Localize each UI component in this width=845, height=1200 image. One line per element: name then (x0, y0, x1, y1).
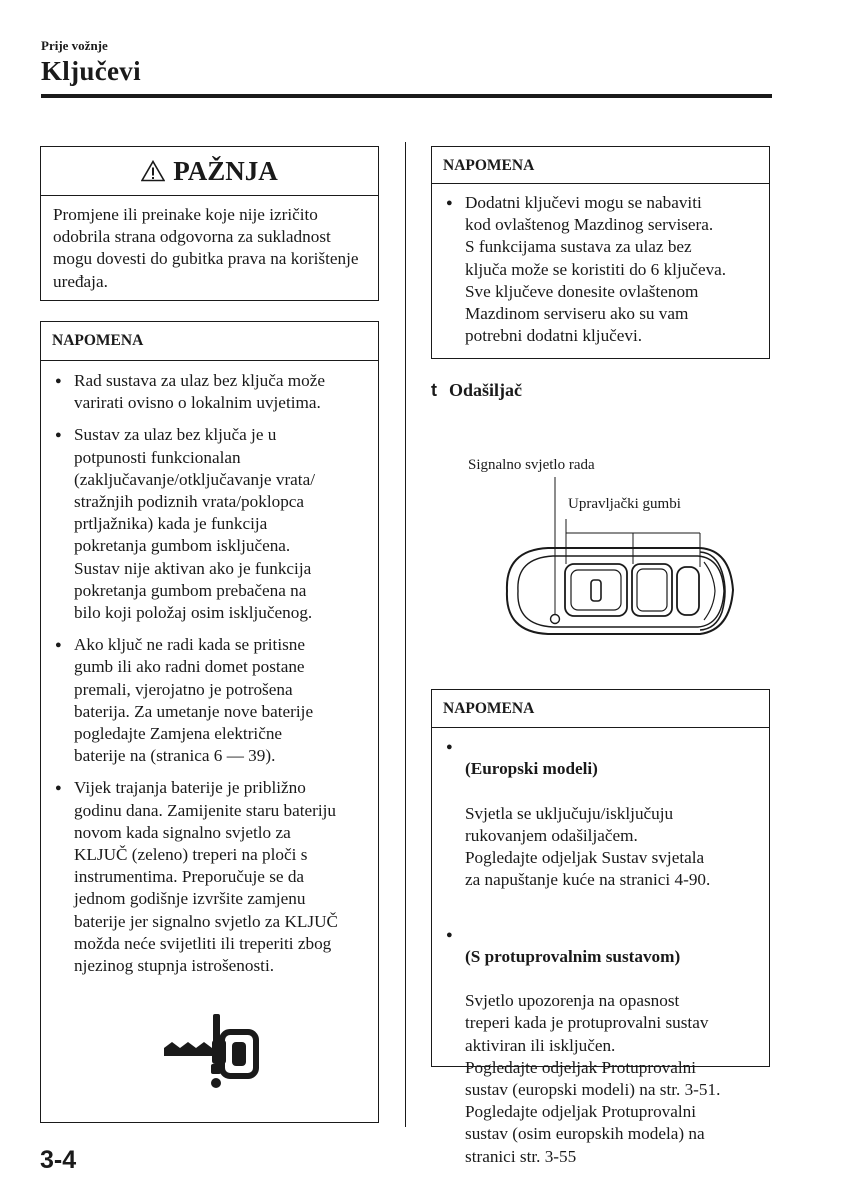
heading-marker: t (431, 380, 437, 400)
list-item-text: Svjetla se uključuju/isključuju rukovanjem odašiljačem. Pogledajte odjeljak Sustav svjetala za napuštanje kuće na stranici 4-90. (465, 803, 711, 890)
page-number: 3-4 (40, 1146, 77, 1174)
warning-triangle-icon (141, 160, 165, 182)
list-item-text: Svjetlo upozorenja na opasnost treperi kada je protuprovalni sustav aktiviran ili isključen. Pogledajte odjeljak Protuprovalni sustav (europski modeli) na str. 3-51. Pogledajte odjeljak Protuprovalni sustav (osim europskih modela) na stranici str. 3-55 (465, 991, 721, 1166)
title-rule (41, 94, 772, 98)
list-item-heading: ● (S protuprovalnim sustavom) (465, 946, 681, 966)
note-left-list (53, 370, 368, 977)
list-item: ● Ako ključ ne radi kada se pritisne gumb ili ako radni domet postane premali, vjerojatno je potrošena baterija. Za umetanje nove baterije pogledajte Zamjena električne baterije na (stranica 6 — 39). (53, 634, 368, 767)
key-warning-icon (158, 1014, 266, 1094)
list-item: ● Rad sustava za ulaz bez ključa može varirati ovisno o lokalnim uvjetima. (53, 370, 368, 414)
list-item-heading: ● (Europski modeli) (465, 759, 598, 779)
note-right-bottom-list (444, 736, 759, 1190)
label-control-buttons: Upravljački gumbi (568, 496, 681, 512)
note-box-right-top (431, 146, 770, 359)
note-box-left (40, 321, 379, 1123)
list-item: ● Dodatni ključevi mogu se nabaviti kod ovlaštenog Mazdinog servisera. S funkcijama sustava za ulaz bez ključa može se koristiti do 6 ključeva. Sve ključeve donesite ovlaštenom Mazdinom serviseru ako su vam potrebni dodatni ključevi. (444, 192, 759, 347)
list-item: ● Vijek trajanja baterije je približno godinu dana. Zamijenite staru bateriju novom kada signalno svjetlo za KLJUČ (zeleno) treperi na ploči s instrumentima. Preporučuje se da jednom godišnje izvršite zamjenu baterije jer signalno svjetlo za KLJUČ možda neće svijetliti ili treperiti zbog njezinog stupnja istrošenosti. (53, 777, 368, 977)
transmitter-heading (431, 380, 522, 401)
note-right-top-list (444, 192, 759, 347)
list-item (444, 924, 759, 1190)
note-box-right-bottom (431, 689, 770, 1166)
warning-title: PAŽNJA (173, 155, 278, 186)
section-label: Prije vožnje (41, 38, 108, 53)
warning-text: Promjene ili preinake koje nije izričito odobrila strana odgovorna za sukladnost mogu dovesti do gubitka prava na korištenje uređaja. (53, 205, 359, 291)
page-title: Ključevi (41, 56, 141, 86)
note-right-top-title: NAPOMENA (432, 147, 769, 184)
column-divider (405, 142, 406, 1127)
warning-header (41, 147, 378, 196)
transmitter-heading-text: Odašiljač (449, 380, 523, 400)
warning-box (40, 146, 379, 301)
list-item (444, 736, 759, 914)
list-item: ● Sustav za ulaz bez ključa je u potpunosti funkcionalan (zaključavanje/otključavanje vrata/ stražnjih podiznih vrata/poklopca prtljažnika) kada je funkcija pokretanja gumbom isključena. Sustav nije aktivan ako je funkcija pokretanja gumbom prebačena na bilo koji položaj osim isključenog. (53, 424, 368, 624)
note-left-title: NAPOMENA (41, 322, 378, 361)
label-operation-light: Signalno svjetlo rada (468, 457, 595, 473)
note-right-bottom-title: NAPOMENA (432, 690, 769, 728)
